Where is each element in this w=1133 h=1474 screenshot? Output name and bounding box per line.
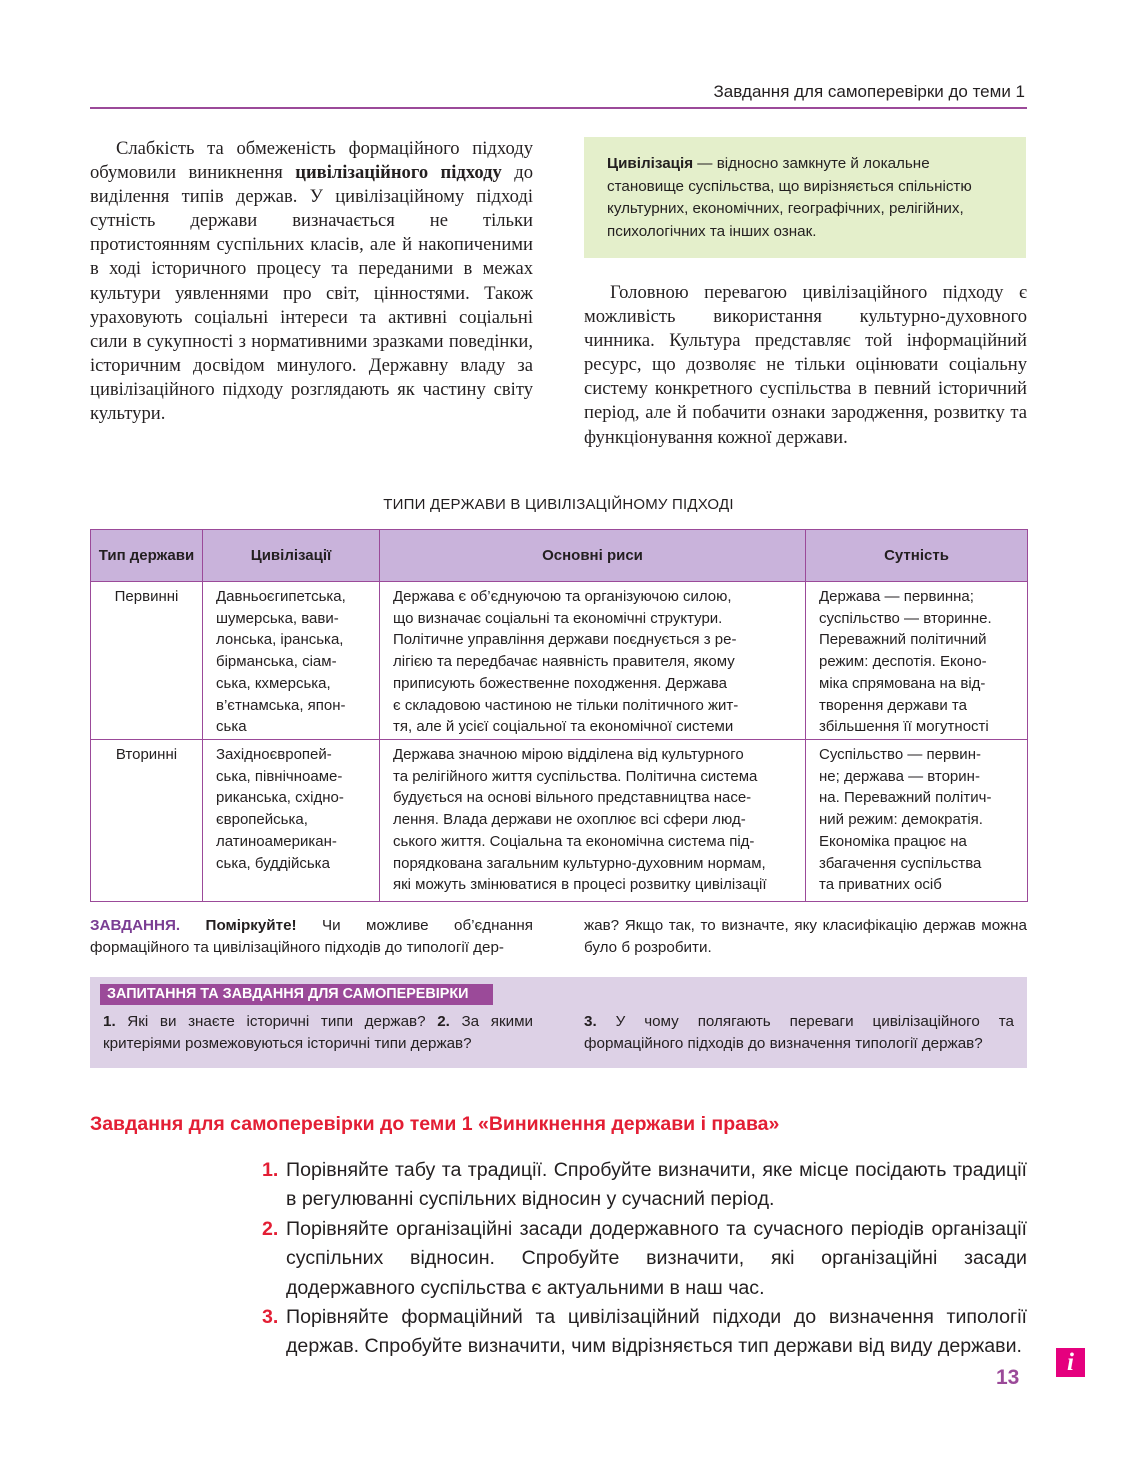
question-number: 3. (584, 1013, 597, 1030)
cell-line: в’єтнамська, япон- (216, 696, 346, 714)
cell-line: Держава — первинна; (819, 588, 974, 605)
running-header (90, 82, 1027, 109)
features-cell (380, 582, 806, 740)
cell-line: порядкована загальним культурно-духовним нормам, (393, 854, 766, 872)
cell-line: шумерська, вави- (216, 609, 339, 627)
cell-line: Політичне управління держави поєднується з ре- (393, 631, 737, 649)
essence-cell (806, 582, 1028, 740)
list-item-number: 3. (262, 1306, 279, 1329)
list-item (262, 1215, 1027, 1303)
cell-line: збагачення суспільства (819, 854, 982, 872)
definition-text: — відносно замкнуте й локальне становище суспільства, що вирізняється спільністю культурних, економічних, географічних, релігійних, психологічних та інших ознак. (607, 155, 972, 240)
question-number: 2. (437, 1013, 450, 1030)
table-row (91, 740, 1028, 902)
cell-line: ний режим: демократія. (819, 811, 983, 829)
cell-line: є складовою частиною не тільки політичного жит- (393, 696, 739, 714)
cell-line: ська (216, 718, 247, 736)
essence-cell (806, 740, 1028, 902)
cell-line: ська, північноаме- (216, 767, 343, 785)
features-cell (380, 740, 806, 902)
cell-line: бірманська, сіам- (216, 653, 337, 671)
questions-left (103, 1011, 533, 1055)
table-header-cell: Сутність (806, 530, 1028, 582)
civilizations-cell (203, 582, 380, 740)
table-header-cell: Цивілізації (203, 530, 380, 582)
definition-term: Цивілізація (607, 155, 694, 172)
state-type-cell: Первинні (91, 582, 203, 740)
cell-line: приписують божественне походження. Держава (393, 674, 728, 692)
civilizations-cell (203, 740, 380, 902)
list-item-text: Порівняйте організаційні засади додержавного та сучасного періодів організації суспільних відносин. Спробуйте визначити, які організаційні засади додержавного суспільства є актуальними в наш час. (286, 1217, 1027, 1299)
cell-line: лонська, іранська, (216, 631, 344, 649)
list-item-number: 1. (262, 1159, 279, 1181)
question-number: 1. (103, 1013, 116, 1030)
state-types-table (90, 529, 1028, 902)
task-strong: Поміркуйте! (205, 917, 297, 934)
left-paragraph-text-1: Слабкість та обмеженість формаційного підходу обумовили виникнення (90, 138, 533, 184)
cell-line: Західноєвропей- (216, 746, 332, 763)
cell-line: на. Переважний політич- (819, 789, 992, 807)
cell-line: режим: деспотія. Еконо- (819, 653, 987, 671)
info-icon: i (1056, 1348, 1085, 1377)
cell-line: що визначає соціальні та економічні структури. (393, 609, 723, 627)
cell-line: латиноамерикан- (216, 832, 337, 850)
table-row (91, 582, 1028, 740)
list-item-text: Порівняйте формаційний та цивілізаційний підходи до визначення типології держав. Спробуйте визначити, чим відрізняється тип держави від виду держави. (286, 1306, 1027, 1358)
left-paragraph-text-2: до виділення типів держав. У цивілізаційному підході сутність держави визначається не тільки протистоянням суспільних класів, але й накопиченими в ході історичного процесу та переданими в межах культури уявленнями про світ, цінностями. Також ураховують соціальні інтереси та активні соціальні сили в сукупності з нормативними зразками поведінки, історичним досвідом минулого. Державну владу за цивілізаційного підходу розглядають як частину світу культури. (90, 162, 533, 425)
cell-line: Держава значною мірою відділена від культурного (393, 746, 744, 763)
list-item (262, 1303, 1027, 1362)
question-text: У чому полягають переваги цивілізаційного та формаційного підходів до визначення типології держав? (584, 1013, 1014, 1052)
cell-line: ська, буддійська (216, 854, 330, 872)
table-header-cell: Основні риси (380, 530, 806, 582)
list-item-number: 2. (262, 1217, 279, 1240)
right-paragraph: Головною перевагою цивілізаційного підходу є можливість використання культурно-духовного чинника. Культура представляє той інформаційний ресурс, що дозволяє не тільки оцінювати соціальну систему конкретного суспільства в певний історичний період, але й побачити ознаки зародження, розвитку та функціонування кожної держави. (584, 282, 1027, 448)
table-header-cell: Тип держави (91, 530, 203, 582)
cell-line: Економіка працює на (819, 832, 967, 850)
question-text: За якими критеріями розмежовуються історичні типи держав? (103, 1013, 534, 1052)
page-number: 13 (996, 1366, 1020, 1389)
cell-line: ська, кхмерська, (216, 674, 331, 692)
cell-line: лення. Влада держави не охоплює всі сфери люд- (393, 811, 746, 829)
cell-line: та релігійного життя суспільства. Політична система (393, 767, 758, 785)
state-type-cell: Вторинні (91, 740, 203, 902)
task-text-left: Чи можливе об’єднання формаційного та цивілізаційного підходів до типології дер- (90, 917, 533, 956)
section-title: Завдання для самоперевірки до теми 1 «Виникнення держави і права» (90, 1113, 780, 1135)
cell-line: та приватних осіб (819, 876, 942, 894)
list-item (262, 1156, 1027, 1215)
task-right: жав? Якщо так, то визначте, яку класифікацію держав можна було б розробити. (584, 917, 1027, 956)
questions-box (90, 977, 1027, 1068)
cell-line: які можуть змінюватися в процесі розвитку цивілізації (393, 876, 767, 894)
list-item-text: Порівняйте табу та традиції. Спробуйте визначити, яке місце посідають традиції в регулюванні суспільних відносин у сучасний період. (286, 1159, 1027, 1211)
self-check-list (262, 1156, 1027, 1362)
cell-line: Переважний політичний (819, 631, 987, 649)
cell-line: суспільство — вторинне. (819, 609, 992, 627)
cell-line: будується на основі вільного представництва насе- (393, 789, 752, 807)
cell-line: лігією та передбачає наявність правителя, якому (393, 653, 735, 671)
definition-box (584, 137, 1026, 258)
cell-line: риканська, східно- (216, 789, 344, 807)
task-tag: ЗАВДАННЯ. (90, 917, 181, 934)
table-caption: ТИПИ ДЕРЖАВИ В ЦИВІЛІЗАЦІЙНОМУ ПІДХОДІ (383, 496, 734, 513)
questions-title: ЗАПИТАННЯ ТА ЗАВДАННЯ ДЛЯ САМОПЕРЕВІРКИ (100, 984, 493, 1005)
questions-right (584, 1011, 1014, 1055)
left-paragraph-bold-term: цивілізаційного підходу (295, 162, 502, 184)
cell-line: європейська, (216, 811, 308, 829)
table-header-row (91, 530, 1028, 582)
cell-line: Держава є об’єднуючою та організуючою силою, (393, 588, 732, 605)
cell-line: Суспільство — первин- (819, 746, 981, 763)
question-text: Які ви знаєте історичні типи держав? (115, 1013, 438, 1030)
cell-line: міка спрямована на від- (819, 674, 986, 692)
cell-line: творення держави та (819, 696, 967, 714)
cell-line: тя, але й усієї соціальної та економічної системи (393, 718, 734, 736)
task-left (90, 915, 533, 959)
cell-line: ського життя. Соціальна та економічна система під- (393, 832, 755, 850)
cell-line: Давньоєгипетська, (216, 588, 346, 605)
cell-line: збільшення її могутності (819, 718, 989, 736)
running-header-title: Завдання для самоперевірки до теми 1 (713, 82, 1025, 101)
cell-line: не; держава — вторин- (819, 767, 980, 785)
left-paragraph (90, 137, 533, 426)
